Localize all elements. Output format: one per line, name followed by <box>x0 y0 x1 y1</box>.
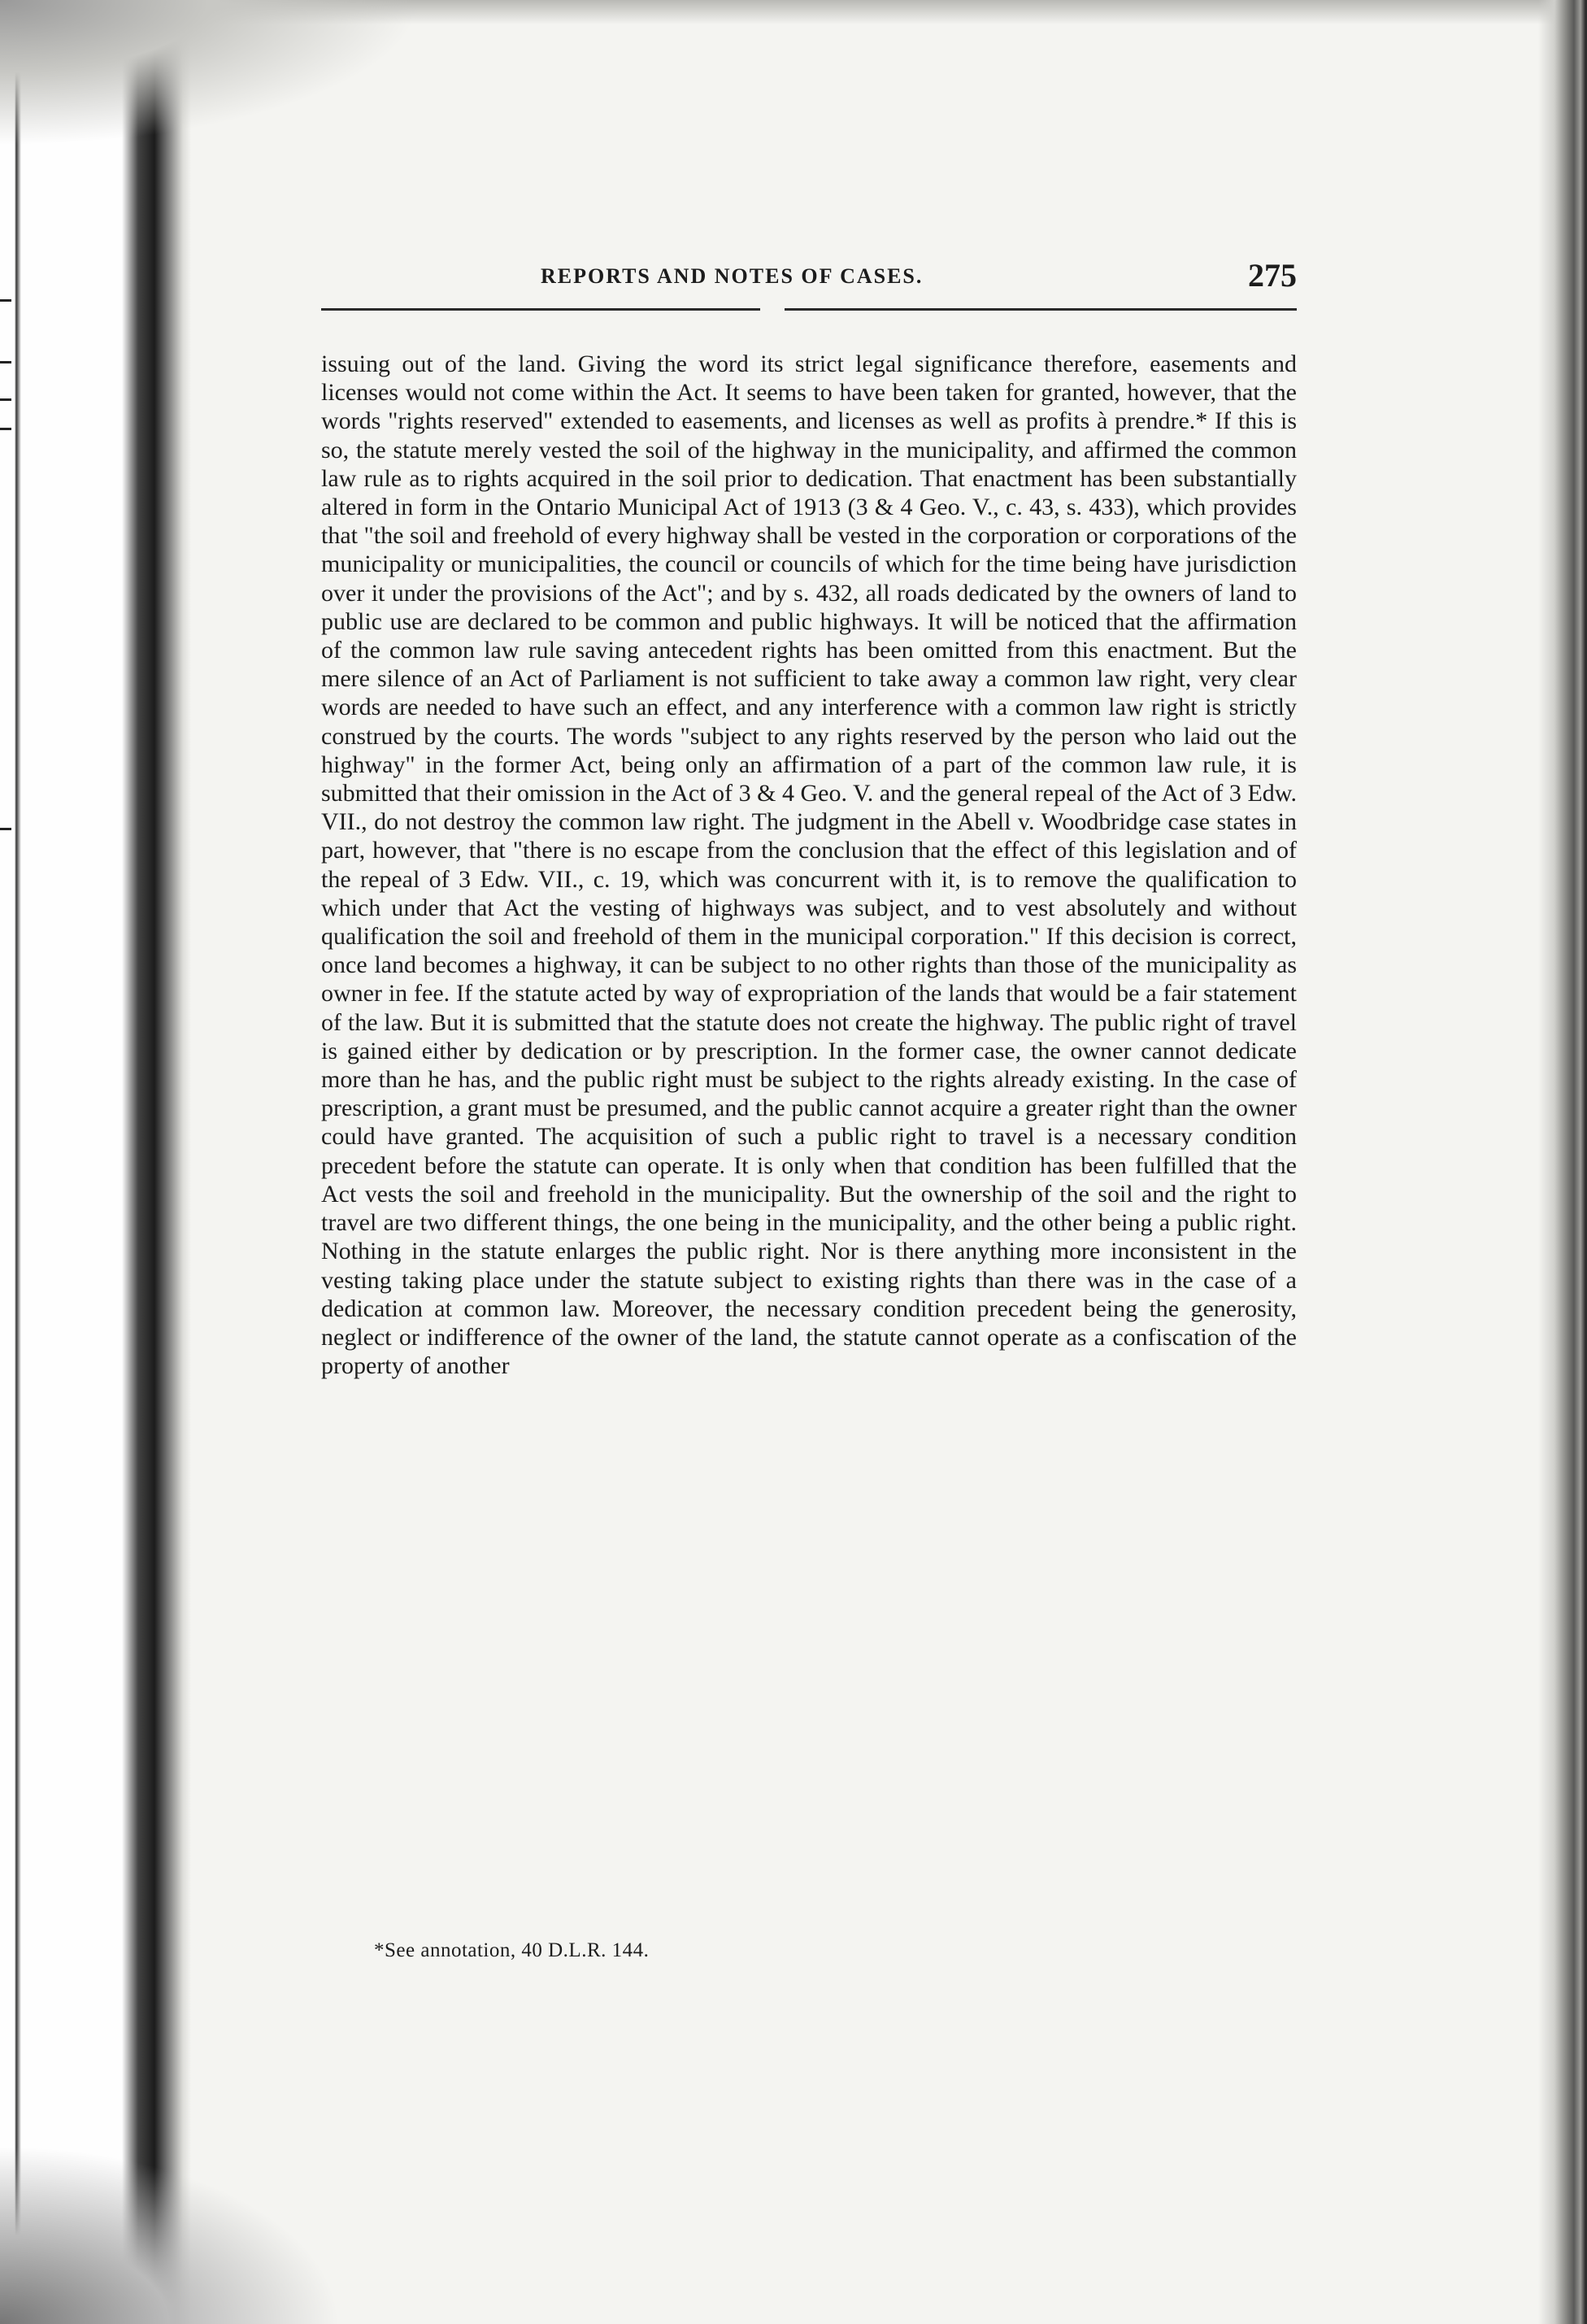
margin-tick <box>0 398 11 401</box>
bottom-left-stain <box>0 2145 341 2324</box>
page-number: 275 <box>1248 257 1297 294</box>
margin-tick <box>0 828 11 830</box>
margin-tick <box>0 361 11 363</box>
margin-tick <box>0 428 11 430</box>
left-binding-shadow <box>0 0 191 2324</box>
top-left-stain <box>0 0 423 146</box>
body-text <box>321 350 1297 1380</box>
header-rule-gap <box>760 306 785 313</box>
margin-tick <box>0 299 11 302</box>
running-head: REPORTS AND NOTES OF CASES. <box>541 264 924 288</box>
footnote: *See annotation, 40 D.L.R. 144. <box>374 1939 650 1961</box>
body-paragraph: issuing out of the land. Giving the word its strict legal significance therefore, easements and licenses would not come within the Act. It seems to have been taken for granted, however, that the words "rights reserved" extended to easements, and licenses as well as profits à prendre.* If this is so, the statute merely vested the soil of the highway in the municipality, and affirmed the common law rule as to rights acquired in the soil prior to dedication. That enactment has been substantially altered in form in the Ontario Municipal Act of 1913 (3 & 4 Geo. V., c. 43, s. 433), which provides that "the soil and freehold of every highway shall be vested in the corporation or corporations of the municipality or municipalities, the council or councils of which for the time being have jurisdiction over it under the provisions of the Act"; and by s. 432, all roads dedicated by the owners of land to public use are declared to be common and public highways. It will be noticed that the affirmation of the common law rule saving antecedent rights has been omitted from this enactment. But the mere silence of an Act of Parliament is not sufficient to take away a common law right, very clear words are needed to have such an effect, and any interference with a common law right is strictly construed by the courts. The words "subject to any rights reserved by the person who laid out the highway" in the former Act, being only an affirmation of a part of the common law rule, it is submitted that their omission in the Act of 3 & 4 Geo. V. and the general repeal of the Act of 3 Edw. VII., do not destroy the common law right. The judgment in the Abell v. Woodbridge case states in part, however, that "there is no escape from the conclusion that the effect of this legislation and of the repeal of 3 Edw. VII., c. 19, which was concurrent with it, is to remove the qualification to which under that Act the vesting of highways was subject, and to vest absolutely and without qualification the soil and freehold of them in the municipal corporation." If this decision is correct, once land becomes a highway, it can be subject to no other rights than those of the municipality as owner in fee. If the statute acted by way of expropriation of the lands that would be a fair statement of the law. But it is submitted that the statute does not create the highway. The public right of travel is gained either by dedication or by prescription. In the former case, the owner cannot dedicate more than he has, and the public right must be subject to the rights already existing. In the case of prescription, a grant must be presumed, and the public cannot acquire a greater right than the owner could have granted. The acquisition of such a public right to travel is a necessary condition precedent before the statute can operate. It is only when that condition has been fulfilled that the Act vests the soil and freehold in the municipality. But the ownership of the soil and the right to travel are two different things, the one being in the municipality, and the other being a public right. Nothing in the statute enlarges the public right. Nor is there anything more inconsistent in the vesting taking place under the statute subject to existing rights than there was in the case of a dedication at common law. Moreover, the necessary condition precedent being the generosity, neglect or indifference of the owner of the land, the statute cannot operate as a confiscation of the property of another <box>321 350 1297 1380</box>
right-page-edge <box>1538 0 1587 2324</box>
header-rule <box>321 308 1297 311</box>
page-header <box>321 257 1297 313</box>
